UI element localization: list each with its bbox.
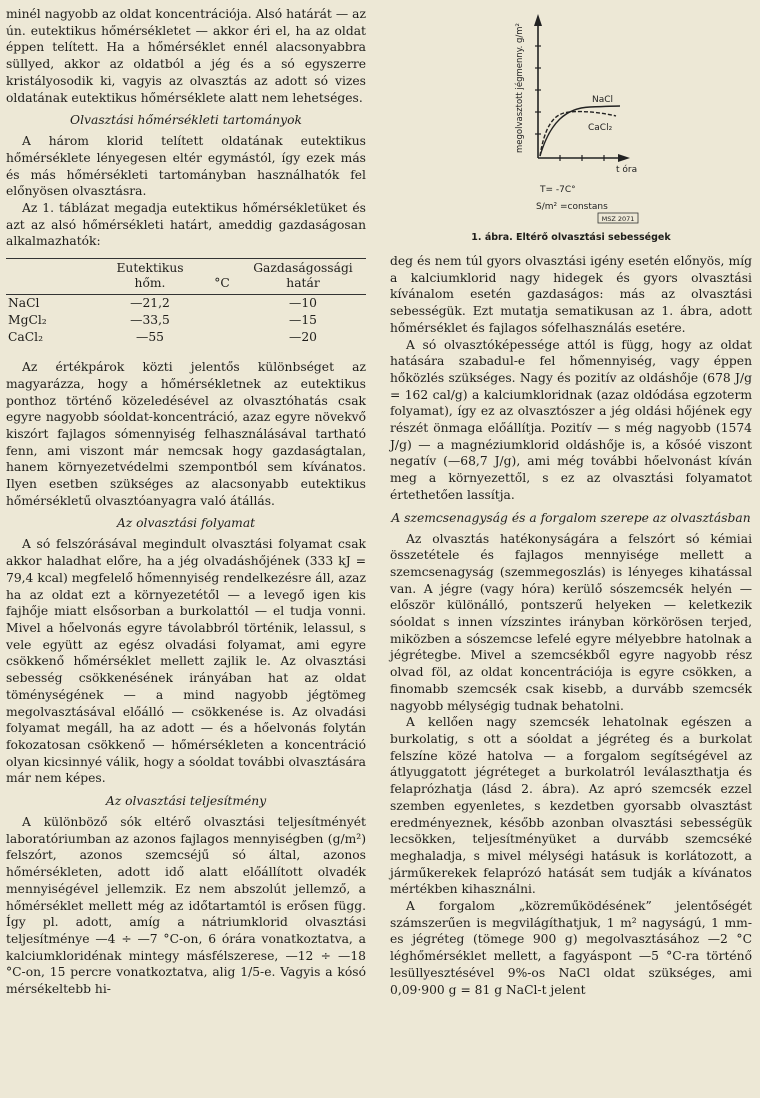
eutectic-table — [6, 258, 366, 349]
table-cell-eutectic: —21,2 — [130, 296, 170, 311]
section-heading: A szemcsenagyság és a forgalom szerepe az olvasztásban — [391, 510, 751, 525]
paragraph: A só felszórásával megindult olvasztási folyamat csak akkor haladhat előre, ha a jég olvadáshőjének (333 kJ = 79,4 kcal) megfelelő hőmennyiség rendelkezésre áll, azaz ha az oldat ezt a környezetétől — a levegő igen kis fajhője miatt elsősorban a burkolattól — el tudja vonni. Mivel a hőelvonás egyre távolabbról történik, lelassul, s vele együtt az egész olvadási folyamat, ami egyre csökkenő hőmérséklet mellett zajlik le. Az olvasztási sebesség csökkenésének irányában hat az oldat töménységének — a mind nagyobb jégtömeg megolvasztásával előálló — csökkenése is. Az olvadási folyamat megáll, ha az adott — és a hőelvonás folytán fokozatosan csökkenő — hőmérsékleten a koncentráció olyan kicsinnyé válik, hogy a sóoldat további olvasztására már nem képes. — [6, 537, 366, 786]
table-cell-eutectic: —55 — [136, 330, 164, 345]
table-cell-limit: —15 — [289, 313, 317, 328]
paragraph: A különböző sók eltérő olvasztási teljesítményét laboratóriumban az azonos fajlagos mennyiségben (g/m²) felszórt, azonos szemcséjű só által, azonos hőmérsékleten, adott idő alatt előállított olvadék mennyiségével jellemzik. Ez nem abszolút jellemző, a hőmérséklet mellett még az időtartamtól is erősen függ. Így pl. adott, amíg a nátriumklorid olvasztási teljesítménye —4 ÷ —7 °C-on, 6 órára vonatkoztatva, a kalciumkloridénak mintegy másfélszerese, —12 ÷ —18 °C-on, 15 percre vonatkoztatva, alig 1/5-e. Vagyis a kósó mérsékeltebb hi- — [6, 815, 366, 997]
paragraph: minél nagyobb az oldat koncentrációja. Alsó határát — az ún. eutektikus hőmérsékletet — akkor éri el, ha az oldat éppen telített. Ha a hőmérséklet ennél alacsonyabbra süllyed, akkor az oldatból a jég és a só egyszerre kristályosodik ki, vagyis az olvasztás az adott só vizes oldatának eutektikus hőmérséklete alatt nem lehetséges. — [6, 7, 366, 105]
paragraph: Az értékpárok közti jelentős különbséget az magyarázza, hogy a hőmérsékletnek az eutektikus ponthoz történő közeledésével az olvasztóhatás csak egyre nagyobb sóoldat-koncentráció, azaz egyre növekvő kiszórt fajlagos sómennyiség felhasználásával tartható fenn, ami viszont már nemcsak hogy gazdaságtalan, hanem környezetvédelmi szempontból sem kívánatos. Ilyen esetben szükséges az alacsonyabb eutektikus hőmérsékletű olvasztóanyagra való átállás. — [6, 360, 366, 508]
table-row — [6, 329, 366, 349]
x-axis-label: t óra — [616, 165, 638, 175]
table-header-limit-sub: határ — [286, 276, 320, 291]
table-cell-name: MgCl₂ — [8, 313, 47, 328]
section-heading: Olvasztási hőmérsékleti tartományok — [70, 113, 302, 128]
cacl2-curve — [540, 112, 616, 156]
y-axis-label: megolvasztott jégmenny. g/m² — [515, 23, 525, 153]
paragraph: A forgalom „közreműködésének” jelentőségét számszerűen is megvilágíthatjuk, 1 m² nagyságú, 1 mm-es jégréteg (tömege 900 g) megolvasztásához —2 °C léghőmérséklet mellett, a fagyáspont —5 °C-ra történő lesüllyesztésével 9%-os NaCl oldat szükséges, ami 0,09·900 g = 81 g NaCl-t jelent — [390, 899, 752, 997]
figure-note-temperature: T= -7C° — [540, 185, 576, 195]
figure-note-constant: S/m² =constans — [536, 202, 608, 212]
table-cell-name: CaCl₂ — [8, 330, 44, 345]
left-column — [6, 6, 366, 998]
series-label-cacl2: CaCl₂ — [588, 123, 613, 133]
y-axis-arrow — [534, 14, 542, 26]
right-column — [390, 6, 752, 998]
series-label-nacl: NaCl — [592, 95, 614, 105]
melting-rate-chart — [390, 6, 752, 228]
section-heading: Az olvasztási folyamat — [116, 516, 256, 531]
figure-caption: 1. ábra. Eltérő olvasztási sebességek — [471, 232, 671, 243]
paragraph: Az olvasztás hatékonyságára a felszórt só kémiai összetétele és fajlagos mennyisége mellett a szemcsenagyság (szemmegoszlás) is lényeges kihatással van. A jégre (vagy hóra) kerülő sószemcsék helyén — először különálló, pontszerű helyeken — keletkezik sóoldat s innen vízszintes irányban körkörösen terjed, miközben a sószemcse lefelé egyre mélyebbre hatolnak a jégrétegbe. Mivel a szemcsékből egyre nagyobb rész olvad föl, az oldat koncentrációja is egyre csökken, a finomabb szemcsék csak kisebb, a durvább szemcsék nagyobb mélységig tudnak behatolni. — [390, 531, 752, 713]
figure-1 — [390, 6, 752, 249]
table-row — [6, 312, 366, 329]
table-cell-eutectic: —33,5 — [130, 313, 170, 328]
table-cell-name: NaCl — [8, 296, 40, 311]
paragraph: deg és nem túl gyors olvasztási igény esetén előnyös, míg a kalciumklorid nagy hidegek és gyors olvasztási kívánalom esetén gazdaságos: más az olvasztási sebességük. Ezt mutatja sematikusan az 1. ábra, adott hőmérséklet és fajlagos sófelhasználás esetére. — [390, 254, 752, 335]
table-header-eutectic-sub: hőm. — [134, 276, 166, 291]
paragraph: Az 1. táblázat megadja eutektikus hőmérsékletüket és azt az alsó hőmérsékleti határt, ameddig gazdaságosan alkalmazhatók: — [6, 201, 366, 249]
x-axis-arrow — [618, 154, 630, 162]
table-header-unit: °C — [204, 259, 240, 295]
table-row — [6, 295, 366, 313]
table-header-limit: Gazdaságossági — [253, 261, 353, 276]
paragraph: A három klorid telített oldatának eutektikus hőmérséklete lényegesen eltér egymástól, így ezek más és más hőmérsékleti tartományban használhatók fel előnyösen olvasztásra. — [6, 134, 366, 199]
table-header-eutectic: Eutektikus — [116, 261, 184, 276]
paragraph: A só olvasztóképessége attól is függ, hogy az oldat hatására szabadul-e fel hőmennyiség, vagy éppen hőközlés szükséges. Nagy és pozitív az oldáshője (678 J/g = 162 cal/g) a kalciumkloridnak (azaz oldódása egzoterm folyamat), így ez az olvasztószer a jég oldási hőjének egy részét önmaga előállítja. Pozitív — s még nagyobb (1574 J/g) — a magnéziumklorid oldáshője is, a kősóé viszont negatív (—68,7 J/g), ami még további hőelvonást kíván meg a környezettől, s ez az olvasztási folyamatot értethetően lassítja. — [390, 337, 752, 502]
table-cell-limit: —10 — [289, 296, 317, 311]
figure-stamp: MSZ 2071 — [601, 215, 635, 223]
table-cell-limit: —20 — [289, 330, 317, 345]
paragraph: A kellően nagy szemcsék lehatolnak egészen a burkolatig, s ott a sóoldat a jégréteg és a burkolat felszíne közé hatolva — a forgalom segítségével az átlyuggatott jégréteget a burkolatról leválaszthatja és felaprózhatja (lásd 2. ábra). Az apró szemcsék ezzel szemben egyenletes, s kezdetben gyorsabb olvasztást eredményeznek, később azonban olvasztási sebességük lecsökken, teljesítményüket a durvább szemcséké meghaladja, s mivel mélységi hatásuk is korlátozott, a járműkerekek felaprózó hatását sem tudják a kívánatos mértékben kihasználni. — [390, 715, 752, 897]
section-heading: Az olvasztási teljesítmény — [105, 794, 267, 809]
